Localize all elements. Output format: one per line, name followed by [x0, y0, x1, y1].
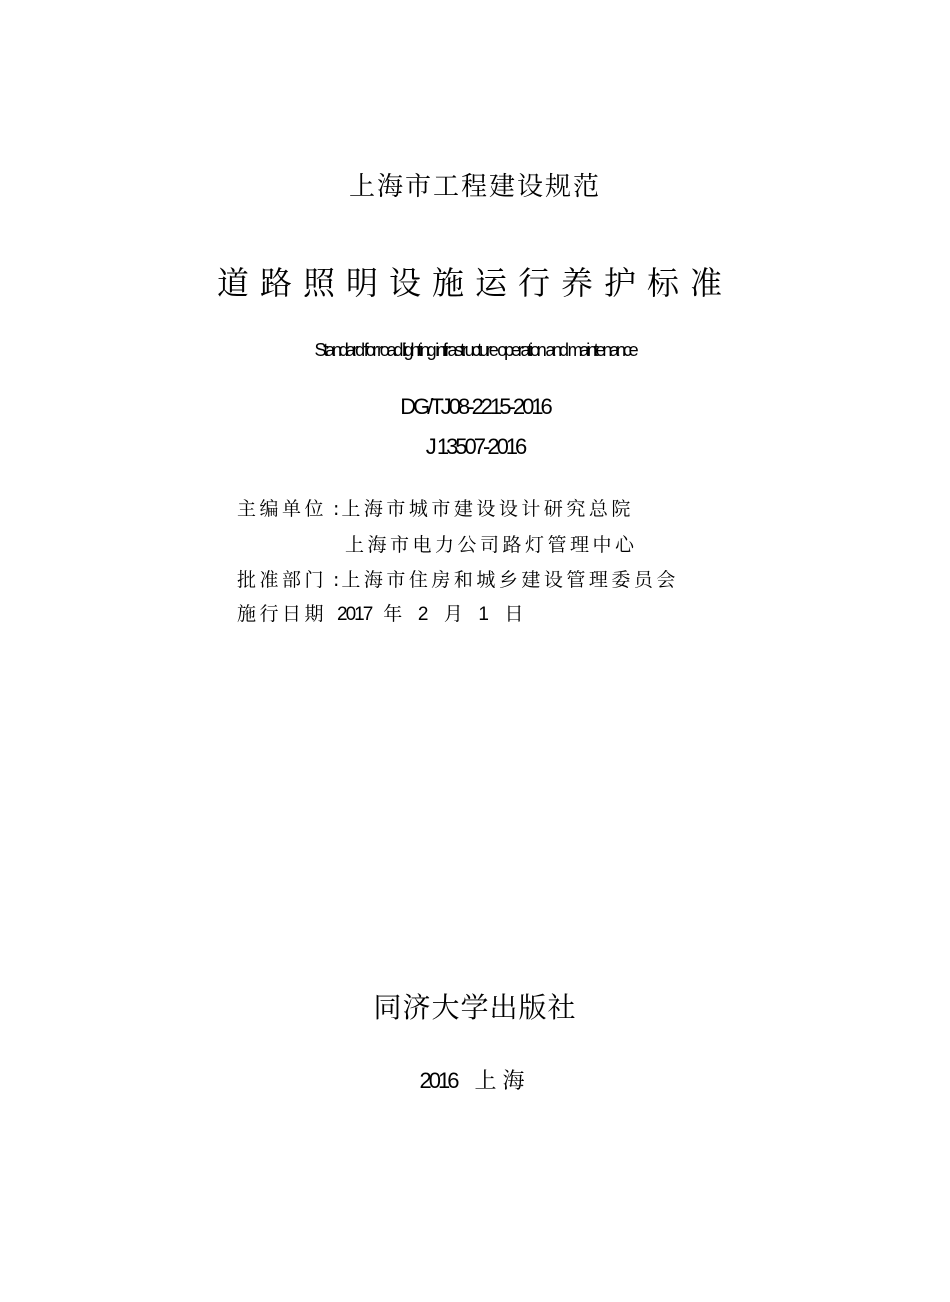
effective-date-row: [237, 599, 527, 626]
year-word: 年: [383, 603, 406, 625]
editor-label: 主编单位: [237, 498, 328, 520]
editor-2: 上海市电力公司路灯管理中心: [345, 534, 638, 556]
publish-city: 上海: [474, 1069, 531, 1094]
editor-row-2: [345, 530, 638, 557]
publisher: 同济大学出版社: [373, 991, 577, 1024]
approver-separator: :: [333, 569, 340, 591]
editor-separator: :: [333, 498, 340, 520]
month-word: 月: [443, 603, 467, 625]
approver: 上海市住房和城乡建设管理委员会: [341, 569, 679, 591]
effective-year: 2017: [337, 604, 372, 625]
approver-label: 批准部门: [237, 569, 328, 591]
effective-day: 1: [478, 604, 493, 625]
english-title: Standard for road lighting infrastructure operation and maintenance: [314, 340, 636, 360]
editor-row: [237, 494, 634, 521]
editor-1: 上海市城市建设设计研究总院: [341, 498, 634, 520]
day-word: 日: [504, 603, 527, 625]
effective-month: 2: [417, 604, 432, 625]
standard-code: DG/TJ08-2215-2016: [400, 394, 550, 419]
publish-line: [0, 1064, 950, 1095]
approver-row: [237, 565, 679, 592]
standard-title: 道路照明设施运行养护标准: [216, 264, 733, 302]
publish-year: 2016: [419, 1068, 457, 1093]
series-title: 上海市工程建设规范: [348, 172, 601, 202]
effective-label: 施行日期: [237, 603, 328, 625]
record-code: J 13507-2016: [425, 434, 525, 459]
